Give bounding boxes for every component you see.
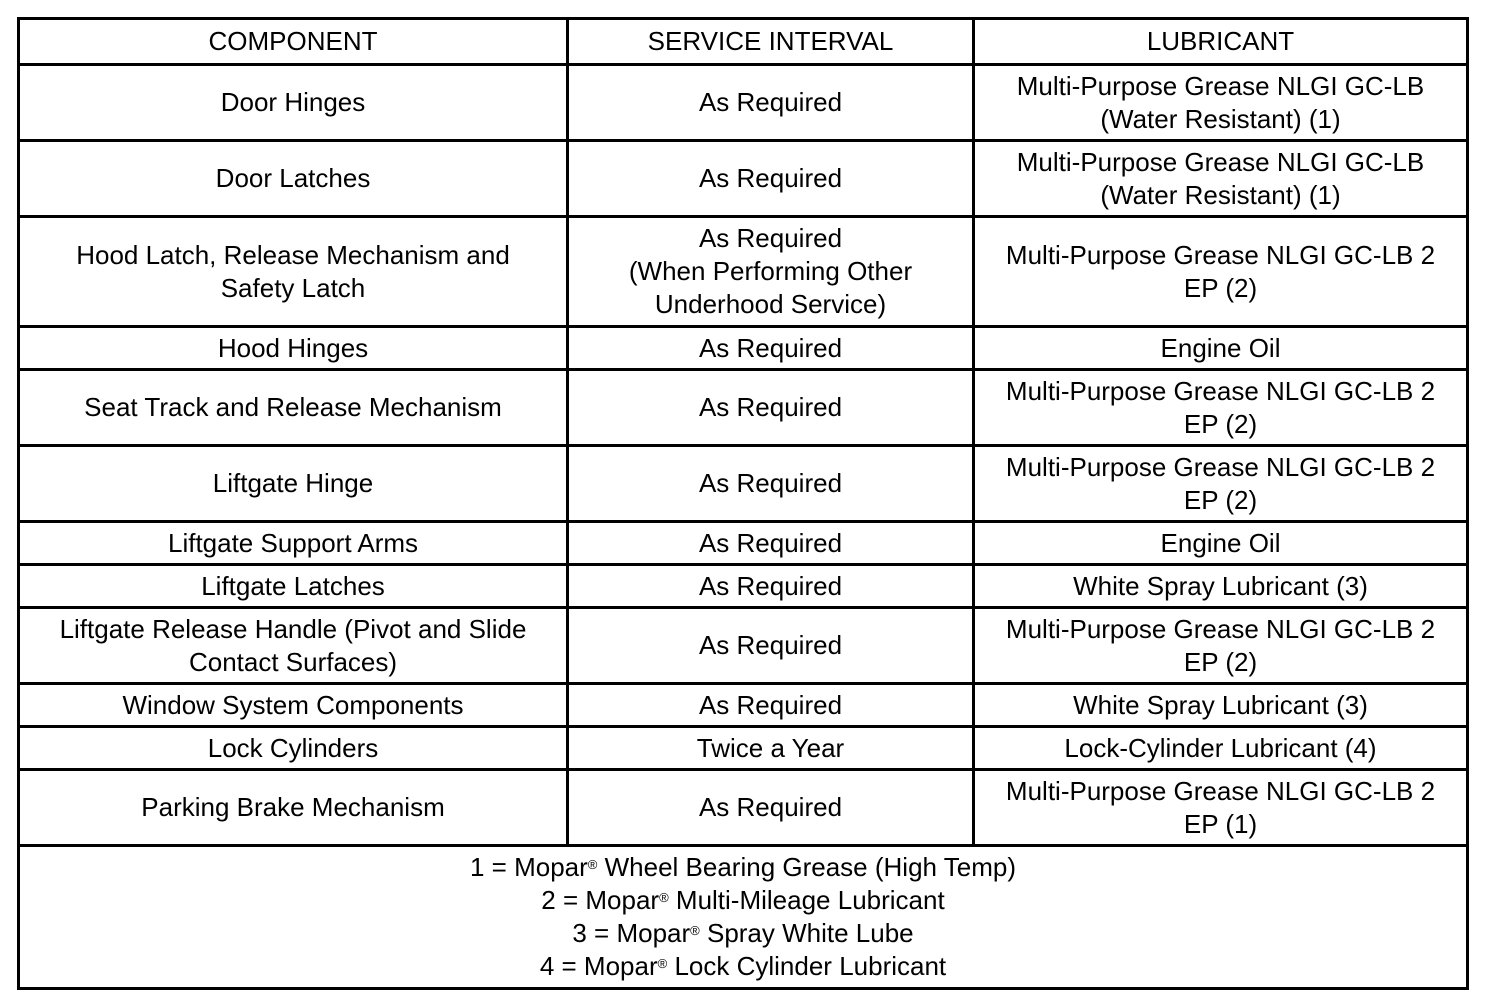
service-interval-text: As Required [698,392,843,422]
table-row [19,65,1468,141]
component-cell [19,522,568,565]
registered-mark: ® [587,857,598,872]
lubricant-cell [974,65,1468,141]
footnote [26,884,1460,917]
lubricant-text: EP (2) [1183,272,1258,303]
lubricant-text: EP (1) [1183,808,1258,839]
service-interval-text: As Required [698,630,843,660]
lubricant-cell [974,370,1468,446]
header-service-interval: SERVICE INTERVAL [568,19,974,65]
table-row [19,370,1468,446]
component-text: Liftgate Hinge [212,468,374,498]
component-cell [19,327,568,370]
service-interval-text: As Required [698,163,843,193]
service-interval-cell [568,608,974,684]
service-interval-text: As Required [698,689,843,720]
component-text: Seat Track and Release Mechanism [84,392,502,422]
footnote [26,851,1460,884]
component-text: Door Hinges [220,87,366,117]
component-text: Liftgate Latches [201,570,385,601]
table-row [19,727,1468,770]
component-text: Safety Latch [220,272,366,303]
service-interval-text: As Required [698,468,843,498]
lubricant-text: White Spray Lubricant (3) [1073,570,1368,601]
component-text: Hood Hinges [217,332,369,363]
component-cell [19,446,568,522]
component-cell [19,217,568,327]
footnote-prefix: 4 = Mopar [539,951,658,981]
table-row [19,608,1468,684]
lubricant-text: Multi-Purpose Grease NLGI GC-LB [1016,146,1425,177]
component-cell [19,727,568,770]
table-row [19,565,1468,608]
component-text: Lock Cylinders [207,732,379,763]
component-cell [19,684,568,727]
lubricant-text: EP (2) [1183,484,1258,515]
footnote-text: Wheel Bearing Grease (High Temp) [597,852,1016,882]
component-text: Window System Components [122,689,464,720]
table-row [19,217,1468,327]
component-cell [19,370,568,446]
footnote-prefix: 1 = Mopar [470,852,588,882]
table-row [19,770,1468,846]
footnote-prefix: 2 = Mopar [541,885,660,915]
component-text: Parking Brake Mechanism [141,792,445,822]
footnote [26,917,1460,950]
footnotes-cell [19,846,1468,989]
registered-mark: ® [657,956,668,971]
lubricant-text: White Spray Lubricant (3) [1073,689,1368,720]
service-interval-text: (When Performing Other [628,256,913,286]
table-row [19,522,1468,565]
service-interval-cell [568,327,974,370]
service-interval-cell [568,446,974,522]
lubricant-cell [974,217,1468,327]
footnote-prefix: 3 = Mopar [572,918,691,948]
component-cell [19,608,568,684]
component-text: Liftgate Support Arms [167,527,419,558]
lubricant-text: Multi-Purpose Grease NLGI GC-LB [1016,70,1425,101]
service-interval-text: As Required [698,570,843,601]
lubricant-text: Engine Oil [1160,527,1281,558]
component-text: Door Latches [215,163,371,193]
header-row [19,19,1468,65]
service-interval-cell [568,565,974,608]
service-interval-text: As Required [698,792,843,822]
service-interval-cell [568,727,974,770]
component-text: Contact Surfaces) [188,646,398,677]
table-row [19,684,1468,727]
lubricant-cell [974,446,1468,522]
footnote-text: Lock Cylinder Lubricant [667,951,947,981]
footnotes-row [19,846,1468,989]
service-interval-text: Twice a Year [696,732,845,763]
lubricant-text: (Water Resistant) (1) [1100,179,1341,210]
service-interval-cell [568,65,974,141]
service-interval-text: As Required [698,332,843,363]
service-interval-cell [568,522,974,565]
service-interval-text: As Required [698,223,843,253]
header-component: COMPONENT [19,19,568,65]
table-row [19,446,1468,522]
registered-mark: ® [690,923,700,938]
lubricant-text: EP (2) [1183,646,1258,677]
component-text: Liftgate Release Handle (Pivot and Slide [59,613,527,644]
lubricant-cell [974,565,1468,608]
footnote-text: Spray White Lube [699,918,914,948]
lubricant-cell [974,608,1468,684]
lubricant-text: (Water Resistant) (1) [1100,103,1341,134]
component-cell [19,65,568,141]
lubricant-cell [974,770,1468,846]
footnote-text: Multi-Mileage Lubricant [668,885,945,915]
lubrication-table [17,17,1469,990]
service-interval-cell [568,770,974,846]
registered-mark: ® [659,890,669,905]
lubricant-cell [974,141,1468,217]
table-row [19,327,1468,370]
component-cell [19,770,568,846]
component-text: Hood Latch, Release Mechanism and [76,239,510,270]
lubricant-cell [974,727,1468,770]
header-lubricant: LUBRICANT [974,19,1468,65]
lubricant-cell [974,327,1468,370]
lubricant-cell [974,684,1468,727]
service-interval-cell [568,684,974,727]
service-interval-text: Underhood Service) [654,289,887,319]
lubricant-text: Multi-Purpose Grease NLGI GC-LB 2 [1005,775,1436,806]
lubricant-text: Multi-Purpose Grease NLGI GC-LB 2 [1005,613,1436,644]
component-cell [19,141,568,217]
lubricant-text: Multi-Purpose Grease NLGI GC-LB 2 [1005,451,1436,482]
footnote [26,950,1460,983]
lubricant-text: EP (2) [1183,408,1258,439]
service-interval-cell [568,141,974,217]
service-interval-cell [568,217,974,327]
lubricant-cell [974,522,1468,565]
lubricant-text: Lock-Cylinder Lubricant (4) [1064,732,1377,763]
lubricant-text: Engine Oil [1160,332,1281,363]
table-row [19,141,1468,217]
component-cell [19,565,568,608]
service-interval-text: As Required [698,87,843,117]
lubricant-text: Multi-Purpose Grease NLGI GC-LB 2 [1005,239,1436,270]
service-interval-text: As Required [698,527,843,558]
lubricant-text: Multi-Purpose Grease NLGI GC-LB 2 [1005,375,1436,406]
service-interval-cell [568,370,974,446]
